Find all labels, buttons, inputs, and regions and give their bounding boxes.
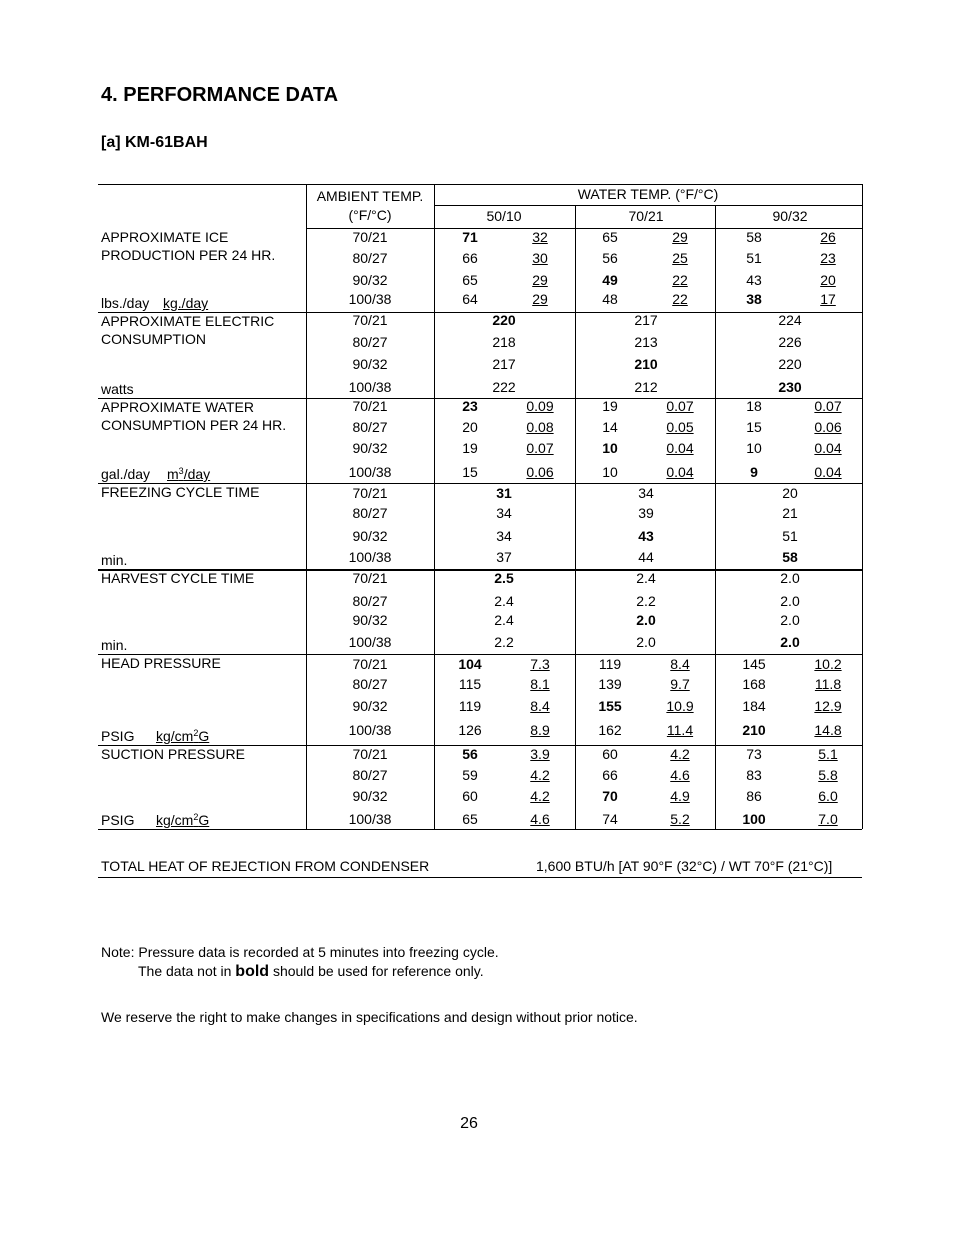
ambient-value: 70/21 bbox=[352, 229, 388, 245]
water-column-border-1 bbox=[434, 184, 435, 829]
ambient-value: 80/27 bbox=[352, 676, 388, 692]
table-right-border bbox=[862, 184, 863, 829]
cell-value: 2.0 bbox=[780, 612, 800, 628]
cell-value: 226 bbox=[778, 334, 802, 350]
imperial-value: 9 bbox=[750, 464, 758, 480]
imperial-value: 10 bbox=[602, 464, 618, 480]
imperial-value: 49 bbox=[602, 272, 618, 288]
ambient-value: 90/32 bbox=[352, 528, 388, 544]
section-label: HEAD PRESSURE bbox=[101, 655, 221, 671]
ambient-value: 70/21 bbox=[352, 312, 388, 328]
metric-value: 11.8 bbox=[814, 676, 842, 692]
imperial-value: 71 bbox=[462, 229, 478, 245]
ambient-value: 100/38 bbox=[348, 811, 392, 827]
metric-value: 10.9 bbox=[666, 698, 694, 714]
metric-value: 6.0 bbox=[818, 788, 838, 804]
imperial-value: 20 bbox=[462, 419, 478, 435]
imperial-value: 10 bbox=[746, 440, 762, 456]
metric-value: 8.9 bbox=[530, 722, 550, 738]
ambient-value: 100/38 bbox=[348, 291, 392, 307]
section-label: SUCTION PRESSURE bbox=[101, 746, 245, 762]
header-bottom-border bbox=[306, 228, 862, 229]
note-line-1: Note: Pressure data is recorded at 5 minutes into freezing cycle. bbox=[101, 944, 499, 960]
page-number: 26 bbox=[460, 1115, 478, 1132]
imperial-value: 83 bbox=[746, 767, 762, 783]
section-unit-metric: kg./day bbox=[163, 295, 209, 311]
imperial-value: 70 bbox=[602, 788, 618, 804]
metric-value: 5.8 bbox=[818, 767, 838, 783]
section-label: CONSUMPTION bbox=[101, 331, 206, 347]
metric-value: 0.06 bbox=[526, 464, 554, 480]
imperial-value: 10 bbox=[602, 440, 618, 456]
section-unit: lbs./day bbox=[101, 295, 150, 311]
metric-value: 4.6 bbox=[670, 767, 690, 783]
imperial-value: 66 bbox=[602, 767, 618, 783]
imperial-value: 65 bbox=[602, 229, 618, 245]
cell-value: 230 bbox=[778, 379, 802, 395]
cell-value: 218 bbox=[492, 334, 516, 350]
ambient-value: 90/32 bbox=[352, 440, 388, 456]
cell-value: 2.4 bbox=[494, 593, 514, 609]
section-unit-metric: $m^3$/day bbox=[167, 466, 211, 482]
imperial-value: 168 bbox=[742, 676, 766, 692]
imperial-value: 65 bbox=[462, 811, 478, 827]
reserve-notice: We reserve the right to make changes in specifications and design without prior notice. bbox=[101, 1009, 638, 1025]
cell-value: 2.5 bbox=[494, 570, 514, 586]
heat-rejection-value: 1,600 BTU/h [AT 90°F (32°C) / WT 70°F (21°C)] bbox=[536, 858, 833, 874]
section-label: APPROXIMATE WATER bbox=[101, 399, 254, 415]
heat-rejection-divider bbox=[98, 877, 862, 878]
cell-value: 2.0 bbox=[780, 570, 800, 586]
section-label: PRODUCTION PER 24 HR. bbox=[101, 247, 276, 263]
cell-value: 2.4 bbox=[636, 570, 656, 586]
metric-value: 12.9 bbox=[814, 698, 842, 714]
section-label: FREEZING CYCLE TIME bbox=[101, 484, 260, 500]
section-unit-metric: $kg/cm^2G$ bbox=[156, 728, 210, 744]
ambient-value: 80/27 bbox=[352, 334, 388, 350]
heat-rejection-label: TOTAL HEAT OF REJECTION FROM CONDENSER bbox=[101, 858, 430, 874]
cell-value: 2.0 bbox=[780, 634, 800, 650]
imperial-value: 15 bbox=[746, 419, 762, 435]
metric-value: 32 bbox=[532, 229, 548, 245]
cell-value: 217 bbox=[634, 312, 658, 328]
metric-value: 0.06 bbox=[814, 419, 842, 435]
table-top-border bbox=[98, 184, 862, 185]
imperial-value: 56 bbox=[462, 746, 478, 762]
imperial-value: 65 bbox=[462, 272, 478, 288]
imperial-value: 66 bbox=[462, 250, 478, 266]
cell-value: 51 bbox=[782, 528, 798, 544]
water-column-border-2 bbox=[575, 205, 576, 829]
table-bottom-border bbox=[98, 829, 862, 830]
section-unit-metric: $kg/cm^2G$ bbox=[156, 812, 210, 828]
metric-value: 3.9 bbox=[530, 746, 550, 762]
cell-value: 2.4 bbox=[494, 612, 514, 628]
ambient-value: 70/21 bbox=[352, 398, 388, 414]
section-label: APPROXIMATE ELECTRIC bbox=[101, 313, 275, 329]
imperial-value: 38 bbox=[746, 291, 762, 307]
cell-value: 220 bbox=[778, 356, 802, 372]
metric-value: 4.2 bbox=[670, 746, 690, 762]
imperial-value: 48 bbox=[602, 291, 618, 307]
imperial-value: 162 bbox=[598, 722, 622, 738]
cell-value: 212 bbox=[634, 379, 658, 395]
water-header-divider bbox=[434, 205, 862, 206]
metric-value: 0.05 bbox=[666, 419, 694, 435]
cell-value: 2.0 bbox=[636, 634, 656, 650]
ambient-value: 90/32 bbox=[352, 788, 388, 804]
metric-value: 8.1 bbox=[530, 676, 550, 692]
ambient-value: 100/38 bbox=[348, 379, 392, 395]
imperial-value: 23 bbox=[462, 398, 478, 414]
imperial-value: 60 bbox=[462, 788, 478, 804]
imperial-value: 104 bbox=[458, 656, 482, 672]
performance-table bbox=[98, 184, 862, 829]
metric-value: 4.2 bbox=[530, 767, 550, 783]
note-text-post: should be used for reference only. bbox=[269, 963, 484, 979]
imperial-value: 60 bbox=[602, 746, 618, 762]
metric-value: 0.07 bbox=[814, 398, 842, 414]
water-temp-header: WATER TEMP. (°F/°C) bbox=[577, 186, 719, 202]
ambient-header: AMBIENT TEMP. bbox=[316, 188, 424, 204]
metric-value: 10.2 bbox=[814, 656, 842, 672]
cell-value: 34 bbox=[496, 505, 512, 521]
cell-value: 34 bbox=[638, 485, 654, 501]
cell-value: 2.2 bbox=[636, 593, 656, 609]
metric-value: 17 bbox=[820, 291, 836, 307]
cell-value: 37 bbox=[496, 549, 512, 565]
section-unit: min. bbox=[101, 552, 128, 568]
ambient-value: 90/32 bbox=[352, 612, 388, 628]
imperial-value: 119 bbox=[598, 656, 622, 672]
metric-value: 5.2 bbox=[670, 811, 690, 827]
cell-value: 222 bbox=[492, 379, 516, 395]
cell-value: 2.2 bbox=[494, 634, 514, 650]
ambient-value: 70/21 bbox=[352, 570, 388, 586]
metric-value: 26 bbox=[820, 229, 836, 245]
ambient-value: 100/38 bbox=[348, 464, 392, 480]
metric-value: 22 bbox=[672, 291, 688, 307]
cell-value: 224 bbox=[778, 312, 802, 328]
water-column-border-3 bbox=[715, 205, 716, 829]
ambient-value: 70/21 bbox=[352, 656, 388, 672]
cell-value: 31 bbox=[496, 485, 512, 501]
metric-value: 0.04 bbox=[814, 440, 842, 456]
metric-value: 0.09 bbox=[526, 398, 554, 414]
cell-value: 39 bbox=[638, 505, 654, 521]
cell-value: 2.0 bbox=[780, 593, 800, 609]
imperial-value: 51 bbox=[746, 250, 762, 266]
cell-value: 210 bbox=[634, 356, 658, 372]
water-column-header: 50/10 bbox=[486, 208, 522, 224]
note-text-pre: The data not in bbox=[138, 963, 236, 979]
metric-value: 0.08 bbox=[526, 419, 554, 435]
imperial-value: 19 bbox=[602, 398, 618, 414]
section-unit: min. bbox=[101, 637, 128, 653]
metric-value: 11.4 bbox=[666, 722, 694, 738]
ambient-value: 100/38 bbox=[348, 634, 392, 650]
imperial-value: 58 bbox=[746, 229, 762, 245]
note-line-2 bbox=[138, 963, 484, 981]
imperial-value: 184 bbox=[742, 698, 766, 714]
ambient-value: 80/27 bbox=[352, 250, 388, 266]
imperial-value: 43 bbox=[746, 272, 762, 288]
metric-value: 0.04 bbox=[814, 464, 842, 480]
cell-value: 58 bbox=[782, 549, 798, 565]
ambient-value: 80/27 bbox=[352, 767, 388, 783]
ambient-value: 80/27 bbox=[352, 593, 388, 609]
metric-value: 25 bbox=[672, 250, 688, 266]
cell-value: 213 bbox=[634, 334, 658, 350]
metric-value: 0.07 bbox=[526, 440, 554, 456]
metric-value: 22 bbox=[672, 272, 688, 288]
section-unit: PSIG bbox=[101, 812, 135, 828]
page-title: 4. PERFORMANCE DATA bbox=[101, 84, 339, 106]
ambient-value: 70/21 bbox=[352, 485, 388, 501]
metric-value: 0.04 bbox=[666, 440, 694, 456]
metric-value: 29 bbox=[672, 229, 688, 245]
metric-value: 7.3 bbox=[530, 656, 550, 672]
imperial-value: 155 bbox=[598, 698, 622, 714]
water-column-header: 90/32 bbox=[772, 208, 808, 224]
imperial-value: 210 bbox=[742, 722, 766, 738]
imperial-value: 59 bbox=[462, 767, 478, 783]
ambient-value: 90/32 bbox=[352, 356, 388, 372]
cell-value: 20 bbox=[782, 485, 798, 501]
metric-value: 29 bbox=[532, 291, 548, 307]
imperial-value: 139 bbox=[598, 676, 622, 692]
imperial-value: 119 bbox=[458, 698, 482, 714]
imperial-value: 86 bbox=[746, 788, 762, 804]
section-unit: PSIG bbox=[101, 728, 135, 744]
cell-value: 2.0 bbox=[636, 612, 656, 628]
water-column-header: 70/21 bbox=[628, 208, 664, 224]
metric-value: 8.4 bbox=[530, 698, 550, 714]
imperial-value: 145 bbox=[742, 656, 766, 672]
ambient-value: 90/32 bbox=[352, 272, 388, 288]
metric-value: 0.04 bbox=[666, 464, 694, 480]
metric-value: 4.2 bbox=[530, 788, 550, 804]
section-label: CONSUMPTION PER 24 HR. bbox=[101, 417, 287, 433]
section-label: APPROXIMATE ICE bbox=[101, 229, 229, 245]
cell-value: 217 bbox=[492, 356, 516, 372]
note-bold-word: bold bbox=[235, 963, 270, 980]
section-unit: gal./day bbox=[101, 466, 151, 482]
metric-value: 29 bbox=[532, 272, 548, 288]
cell-value: 21 bbox=[782, 505, 798, 521]
metric-value: 5.1 bbox=[818, 746, 838, 762]
metric-value: 4.9 bbox=[670, 788, 690, 804]
ambient-value: 80/27 bbox=[352, 505, 388, 521]
imperial-value: 73 bbox=[746, 746, 762, 762]
imperial-value: 56 bbox=[602, 250, 618, 266]
imperial-value: 15 bbox=[462, 464, 478, 480]
imperial-value: 100 bbox=[742, 811, 766, 827]
model-subtitle: [a] KM-61BAH bbox=[101, 134, 208, 151]
imperial-value: 19 bbox=[462, 440, 478, 456]
ambient-value: 100/38 bbox=[348, 722, 392, 738]
imperial-value: 14 bbox=[602, 419, 618, 435]
ambient-value: 90/32 bbox=[352, 698, 388, 714]
imperial-value: 64 bbox=[462, 291, 478, 307]
cell-value: 34 bbox=[496, 528, 512, 544]
metric-value: 8.4 bbox=[670, 656, 690, 672]
cell-value: 220 bbox=[492, 312, 516, 328]
metric-value: 23 bbox=[820, 250, 836, 266]
ambient-header-units: (°F/°C) bbox=[348, 207, 392, 223]
ambient-column-border bbox=[306, 184, 307, 829]
section-label: HARVEST CYCLE TIME bbox=[101, 570, 255, 586]
imperial-value: 115 bbox=[458, 676, 482, 692]
imperial-value: 74 bbox=[602, 811, 618, 827]
metric-value: 30 bbox=[532, 250, 548, 266]
ambient-value: 70/21 bbox=[352, 746, 388, 762]
metric-value: 20 bbox=[820, 272, 836, 288]
metric-value: 0.07 bbox=[666, 398, 694, 414]
metric-value: 4.6 bbox=[530, 811, 550, 827]
cell-value: 43 bbox=[638, 528, 654, 544]
ambient-value: 100/38 bbox=[348, 549, 392, 565]
metric-value: 9.7 bbox=[670, 676, 690, 692]
metric-value: 14.8 bbox=[814, 722, 842, 738]
cell-value: 44 bbox=[638, 549, 654, 565]
metric-value: 7.0 bbox=[818, 811, 838, 827]
ambient-value: 80/27 bbox=[352, 419, 388, 435]
imperial-value: 18 bbox=[746, 398, 762, 414]
section-unit: watts bbox=[101, 381, 134, 397]
imperial-value: 126 bbox=[458, 722, 482, 738]
